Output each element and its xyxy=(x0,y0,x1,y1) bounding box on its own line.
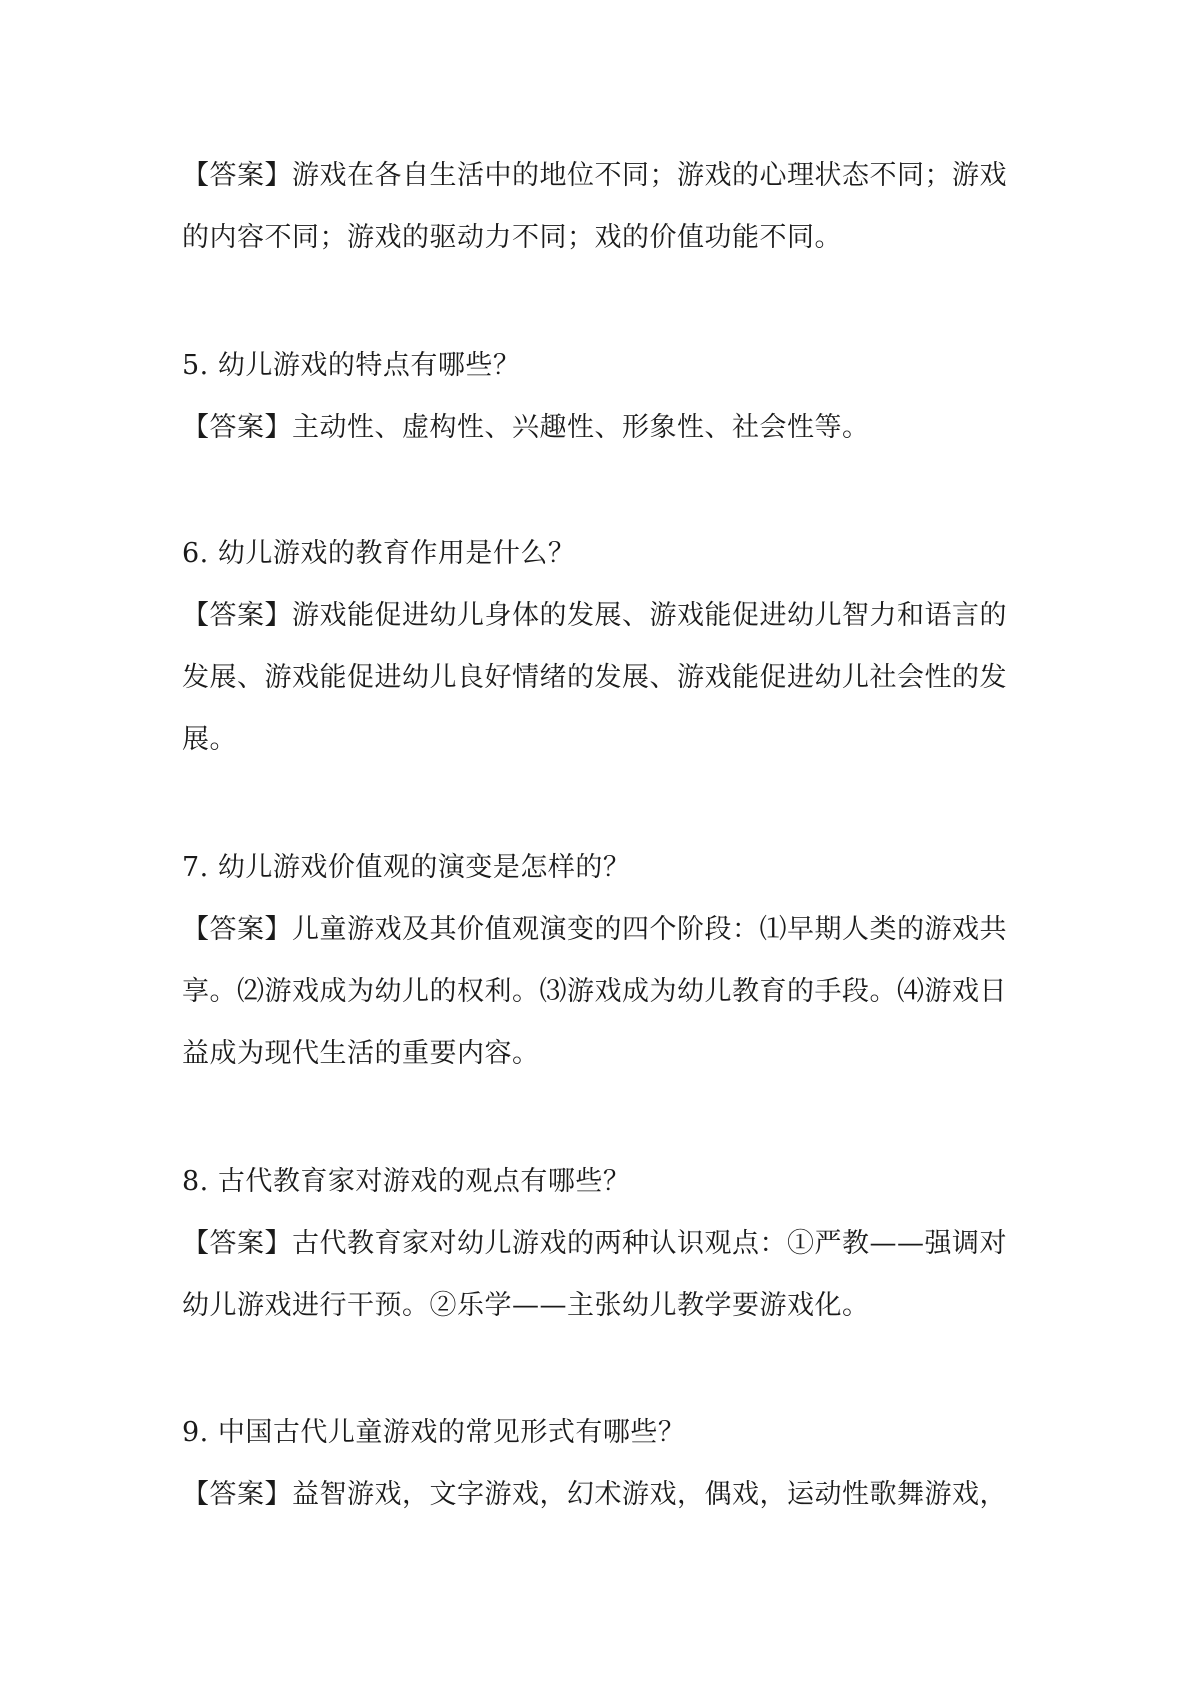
answer-6-line-3: 展。 xyxy=(182,724,237,755)
question-7: 7. 幼儿游戏价值观的演变是怎样的？ xyxy=(182,852,631,883)
answer-7-line-2: 享。⑵游戏成为幼儿的权利。⑶游戏成为幼儿教育的手段。⑷游戏日 xyxy=(182,976,1007,1007)
question-8: 8. 古代教育家对游戏的观点有哪些？ xyxy=(182,1166,631,1197)
answer-9-line-1: 【答案】益智游戏，文字游戏，幻术游戏，偶戏，运动性歌舞游戏， xyxy=(182,1479,1007,1510)
answer-5-line-1: 【答案】主动性、虚构性、兴趣性、形象性、社会性等。 xyxy=(182,412,870,443)
question-6: 6. 幼儿游戏的教育作用是什么？ xyxy=(182,538,576,569)
question-5: 5. 幼儿游戏的特点有哪些？ xyxy=(182,350,521,381)
answer-4-line-2: 的内容不同；游戏的驱动力不同；戏的价值功能不同。 xyxy=(182,222,842,253)
question-9: 9. 中国古代儿童游戏的常见形式有哪些？ xyxy=(182,1417,686,1448)
answer-6-line-2: 发展、游戏能促进幼儿良好情绪的发展、游戏能促进幼儿社会性的发 xyxy=(182,662,1007,693)
answer-4-line-1: 【答案】游戏在各自生活中的地位不同；游戏的心理状态不同；游戏 xyxy=(182,160,1007,191)
answer-6-line-1: 【答案】游戏能促进幼儿身体的发展、游戏能促进幼儿智力和语言的 xyxy=(182,600,1007,631)
answer-7-line-3: 益成为现代生活的重要内容。 xyxy=(182,1038,540,1069)
answer-7-line-1: 【答案】儿童游戏及其价值观演变的四个阶段：⑴早期人类的游戏共 xyxy=(182,914,1007,945)
answer-8-line-1: 【答案】古代教育家对幼儿游戏的两种认识观点：①严教——强调对 xyxy=(182,1228,1007,1259)
answer-8-line-2: 幼儿游戏进行干预。②乐学——主张幼儿教学要游戏化。 xyxy=(182,1290,870,1321)
